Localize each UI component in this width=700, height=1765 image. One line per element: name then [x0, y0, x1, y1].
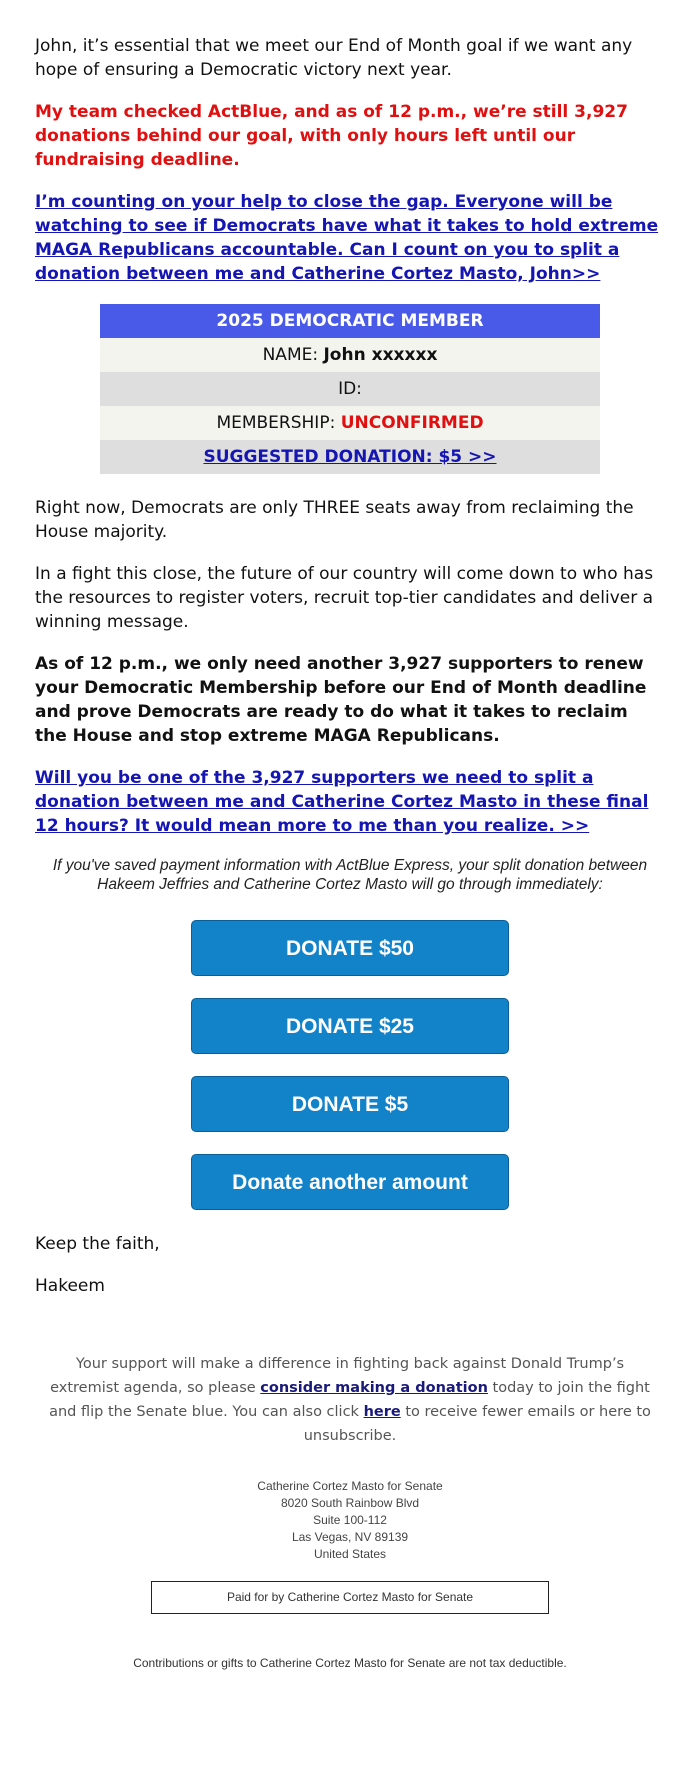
footer-text	[35, 1352, 665, 1448]
suggested-donation-row	[100, 440, 600, 474]
mailing-address	[35, 1478, 665, 1563]
urgent-paragraph: My team checked ActBlue, and as of 12 p.m., we’re still 3,927 donations behind our goal, with only hours left until our fundraising deadline.	[35, 102, 628, 170]
address-line-5: United States	[313, 1547, 387, 1561]
fight-close-paragraph: In a fight this close, the future of our country will come down to who has the resources to register voters, recruit top-tier candidates and deliver a winning message.	[35, 564, 654, 632]
membership-label: MEMBERSHIP:	[216, 413, 336, 433]
name-value: John xxxxxx	[323, 345, 438, 365]
id-label: ID:	[338, 379, 362, 399]
address-line-4: Las Vegas, NV 89139	[291, 1530, 409, 1544]
donate-25-button[interactable]: DONATE $25	[191, 998, 509, 1054]
intro-paragraph: John, it’s essential that we meet our End of Month goal if we want any hope of ensuring a Democratic victory next year.	[35, 36, 633, 80]
counting-on-you-paragraph	[35, 190, 665, 286]
address-line-1: Catherine Cortez Masto for Senate	[257, 1479, 443, 1493]
split-donation-link[interactable]: I’m counting on your help to close the gap. Everyone will be watching to see if Democrats have what it takes to hold extreme MAGA Republicans accountable. Can I count on you to split a donation between me and Catherine Cortez Masto, John>>	[35, 192, 659, 284]
donate-other-amount-button[interactable]: Donate another amount	[191, 1154, 509, 1210]
email-body	[35, 34, 665, 1670]
fewer-emails-link[interactable]: here	[363, 1404, 401, 1420]
donate-50-button[interactable]: DONATE $50	[191, 920, 509, 976]
footer-text-before: Your support will make a difference in fighting back against Donald Trump’s extremist agenda, so please	[50, 1356, 625, 1396]
address-line-3: Suite 100-112	[313, 1513, 387, 1527]
actblue-express-note: If you've saved payment information with ActBlue Express, your split donation between Hakeem Jeffries and Catherine Cortez Masto will go through immediately:	[52, 857, 648, 893]
membership-card-header: 2025 DEMOCRATIC MEMBER	[100, 304, 600, 338]
tax-disclaimer: Contributions or gifts to Catherine Cortez Masto for Senate are not tax deductible.	[133, 1656, 567, 1670]
address-line-2: 8020 South Rainbow Blvd	[280, 1496, 420, 1510]
donate-5-button[interactable]: DONATE $5	[191, 1076, 509, 1132]
membership-name-row	[100, 338, 600, 372]
paid-for-box: Paid for by Catherine Cortez Masto for Senate	[151, 1581, 549, 1614]
be-one-paragraph	[35, 766, 665, 838]
membership-status-row	[100, 406, 600, 440]
consider-donation-link[interactable]: consider making a donation	[260, 1380, 488, 1396]
signature-name: Hakeem	[35, 1276, 105, 1296]
closing-line: Keep the faith,	[35, 1234, 160, 1254]
supporters-needed-paragraph: As of 12 p.m., we only need another 3,927 supporters to renew your Democratic Membership before our End of Month deadline and prove Democrats are ready to do what it takes to reclaim the House and stop extreme MAGA Republicans.	[35, 654, 647, 746]
footer-text-middle: today to join the fight and flip the Senate blue. You can also click	[49, 1380, 650, 1420]
membership-card	[100, 304, 600, 474]
suggested-donation-link[interactable]: SUGGESTED DONATION: $5 >>	[203, 447, 497, 467]
membership-status-value: UNCONFIRMED	[340, 413, 484, 433]
name-label: NAME:	[262, 345, 319, 365]
membership-id-row	[100, 372, 600, 406]
be-one-supporter-link[interactable]: Will you be one of the 3,927 supporters we need to split a donation between me and Catherine Cortez Masto in these final 12 hours? It would mean more to me than you realize. >>	[35, 768, 649, 836]
three-seats-paragraph: Right now, Democrats are only THREE seats away from reclaiming the House majority.	[35, 498, 634, 542]
footer-text-after: to receive fewer emails or here to unsubscribe.	[303, 1404, 651, 1444]
